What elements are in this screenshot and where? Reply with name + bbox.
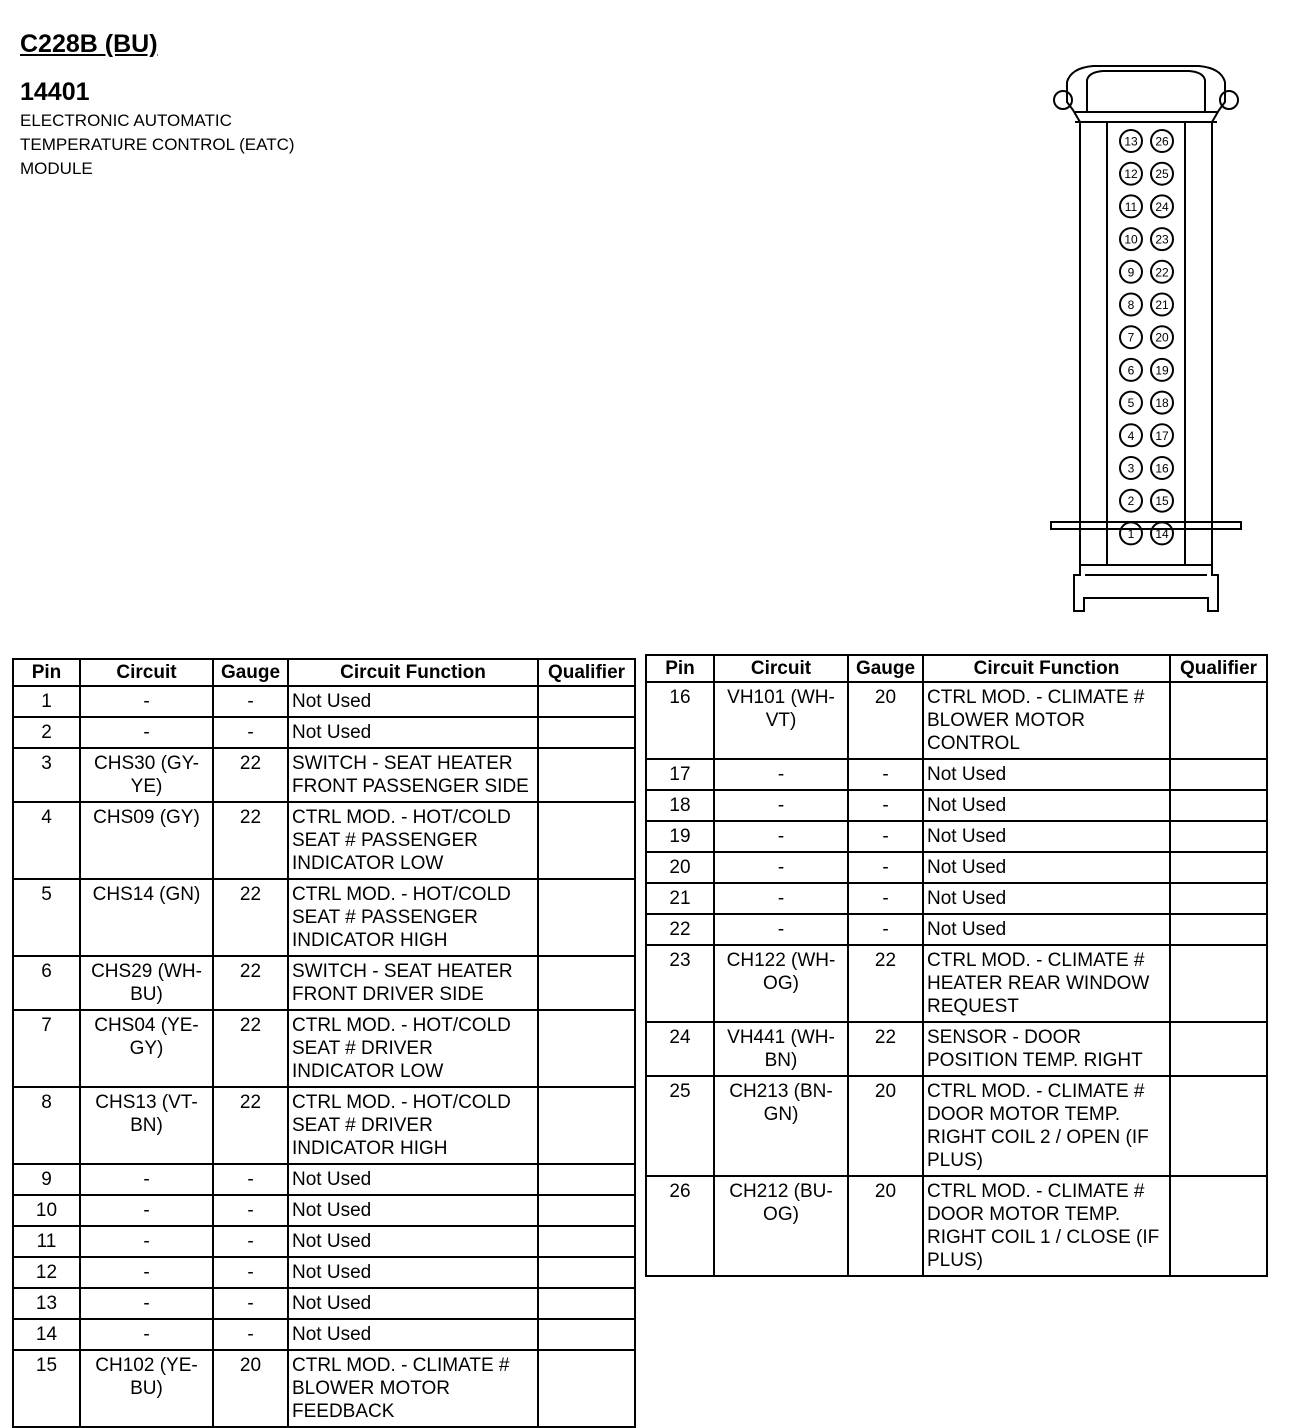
cell-gauge: 22 [213,956,288,1010]
cell-qualifier [538,1010,635,1087]
table-row [13,1257,635,1288]
pin-number-label: 20 [1155,330,1169,345]
cell-qualifier [538,1319,635,1350]
cell-qualifier [538,1164,635,1195]
pin-number-label: 15 [1155,494,1169,509]
pin-number-label: 12 [1124,167,1138,182]
cell-gauge: 22 [213,802,288,879]
pin-number-label: 18 [1155,396,1169,411]
cell-pin: 8 [13,1087,80,1164]
pin-number-label: 17 [1155,428,1169,443]
cell-pin: 10 [13,1195,80,1226]
cell-qualifier [538,686,635,717]
table-row [13,1164,635,1195]
cell-circuit: VH441 (WH-BN) [714,1022,848,1076]
cell-pin: 24 [646,1022,714,1076]
cell-gauge: 20 [848,1176,923,1276]
pin-number-label: 13 [1124,134,1138,149]
cell-circuit-function: Not Used [923,852,1170,883]
table-header-row [13,659,635,686]
cell-pin: 2 [13,717,80,748]
pinout-table-left [12,658,636,1428]
cell-pin: 23 [646,945,714,1022]
cell-qualifier [1170,883,1267,914]
cell-qualifier [1170,821,1267,852]
cell-circuit-function: Not Used [288,1319,538,1350]
header-pin: Pin [646,655,714,682]
table-row [13,1010,635,1087]
cell-circuit-function: Not Used [288,686,538,717]
description-line: ELECTRONIC AUTOMATIC [20,111,232,130]
cell-qualifier [1170,1176,1267,1276]
cell-circuit-function: CTRL MOD. - CLIMATE # BLOWER MOTOR FEEDBACK [288,1350,538,1427]
cell-gauge: 22 [213,748,288,802]
cell-circuit: - [714,759,848,790]
cell-circuit-function: Not Used [923,759,1170,790]
table-row [646,883,1267,914]
table-row [646,945,1267,1022]
cell-pin: 13 [13,1288,80,1319]
cell-qualifier [1170,1022,1267,1076]
cell-circuit: - [80,1164,213,1195]
cell-circuit-function: CTRL MOD. - HOT/COLD SEAT # DRIVER INDICATOR HIGH [288,1087,538,1164]
part-number: 14401 [20,78,90,106]
cell-circuit-function: Not Used [923,914,1170,945]
cell-qualifier [1170,1076,1267,1176]
cell-gauge: - [848,914,923,945]
table-row [13,1319,635,1350]
cell-qualifier [538,1087,635,1164]
cell-circuit-function: Not Used [288,1195,538,1226]
cell-pin: 14 [13,1319,80,1350]
cell-qualifier [538,717,635,748]
cell-pin: 16 [646,682,714,759]
cell-qualifier [1170,759,1267,790]
cell-circuit-function: Not Used [288,1288,538,1319]
cell-circuit: CHS13 (VT-BN) [80,1087,213,1164]
pin-number-label: 23 [1155,232,1169,247]
table-row [13,1226,635,1257]
pinout-rows-right [646,682,1267,1276]
cell-circuit-function: CTRL MOD. - HOT/COLD SEAT # PASSENGER INDICATOR LOW [288,802,538,879]
description-line: MODULE [20,159,93,178]
cell-pin: 11 [13,1226,80,1257]
pin-number-label: 24 [1155,199,1169,214]
cell-circuit: - [714,821,848,852]
cell-gauge: - [213,717,288,748]
cell-gauge: - [213,1164,288,1195]
header-circuit: Circuit [714,655,848,682]
cell-circuit: CHS29 (WH-BU) [80,956,213,1010]
table-row [13,1195,635,1226]
cell-qualifier [538,1195,635,1226]
connector-outline [1067,66,1225,565]
pin-number-label: 19 [1155,363,1169,378]
cell-circuit: CHS30 (GY-YE) [80,748,213,802]
cell-pin: 9 [13,1164,80,1195]
cell-circuit: - [80,1195,213,1226]
table-header-row [646,655,1267,682]
cell-circuit: - [80,717,213,748]
cell-qualifier [538,956,635,1010]
cell-pin: 20 [646,852,714,883]
cell-circuit-function: SWITCH - SEAT HEATER FRONT PASSENGER SIDE [288,748,538,802]
table-row [13,748,635,802]
cell-gauge: - [848,852,923,883]
pin-number-label: 9 [1127,265,1135,280]
pin-number-label: 2 [1127,494,1135,509]
cell-qualifier [538,1226,635,1257]
header-qualifier: Qualifier [1170,655,1267,682]
pin-number-label: 10 [1124,232,1138,247]
connector-face-diagram [1045,60,1247,616]
table-row [646,914,1267,945]
cell-pin: 18 [646,790,714,821]
pinout-table-right [645,654,1268,1277]
cell-circuit-function: Not Used [923,790,1170,821]
cell-qualifier [538,1288,635,1319]
cell-qualifier [1170,945,1267,1022]
cell-qualifier [538,802,635,879]
cell-qualifier [538,1350,635,1427]
cell-circuit-function: CTRL MOD. - CLIMATE # DOOR MOTOR TEMP. RIGHT COIL 2 / OPEN (IF PLUS) [923,1076,1170,1176]
cell-pin: 21 [646,883,714,914]
pin-number-label: 21 [1155,298,1169,312]
cell-pin: 15 [13,1350,80,1427]
header-circuit-function: Circuit Function [288,659,538,686]
cell-gauge: 20 [848,1076,923,1176]
pin-number-label: 7 [1127,330,1135,345]
cell-pin: 4 [13,802,80,879]
cell-circuit-function: SENSOR - DOOR POSITION TEMP. RIGHT [923,1022,1170,1076]
cell-gauge: - [213,1288,288,1319]
description-line: TEMPERATURE CONTROL (EATC) [20,135,295,154]
cell-gauge: 22 [848,945,923,1022]
connector-inner-hood [1087,71,1205,112]
table-row [646,682,1267,759]
cell-gauge: - [848,883,923,914]
cell-qualifier [538,879,635,956]
pin-number-label: 5 [1127,396,1135,411]
cell-circuit: CHS04 (YE-GY) [80,1010,213,1087]
cell-gauge: - [848,790,923,821]
pinout-rows-left [13,686,635,1427]
table-row [646,790,1267,821]
cell-pin: 12 [13,1257,80,1288]
table-row [13,956,635,1010]
cell-circuit: - [80,1319,213,1350]
cell-circuit: CH122 (WH-OG) [714,945,848,1022]
cell-qualifier [538,748,635,802]
cell-pin: 7 [13,1010,80,1087]
cell-pin: 26 [646,1176,714,1276]
header-circuit: Circuit [80,659,213,686]
cell-circuit: CH102 (YE-BU) [80,1350,213,1427]
latch-ear-left [1054,91,1072,109]
cell-circuit-function: Not Used [923,821,1170,852]
cell-pin: 3 [13,748,80,802]
table-row [13,1087,635,1164]
pin-number-label: 11 [1124,199,1138,214]
connector-id: C228B (BU) [20,30,158,58]
cell-pin: 25 [646,1076,714,1176]
cell-circuit: CHS09 (GY) [80,802,213,879]
cell-gauge: 20 [848,682,923,759]
table-row [13,1288,635,1319]
cell-qualifier [1170,852,1267,883]
pin-number-label: 1 [1127,526,1135,541]
cell-gauge: - [213,1226,288,1257]
pin-number-label: 6 [1127,363,1135,378]
cell-circuit-function: CTRL MOD. - HOT/COLD SEAT # PASSENGER INDICATOR HIGH [288,879,538,956]
cell-circuit: - [714,914,848,945]
table-row [13,879,635,956]
cell-gauge: - [213,686,288,717]
header-gauge: Gauge [848,655,923,682]
cell-pin: 19 [646,821,714,852]
cell-circuit-function: Not Used [288,1226,538,1257]
pin-number-label: 3 [1127,461,1135,476]
cell-circuit: - [80,686,213,717]
header-qualifier: Qualifier [538,659,635,686]
cell-gauge: 22 [213,1087,288,1164]
pin-number-label: 25 [1155,167,1169,182]
cell-pin: 5 [13,879,80,956]
cell-pin: 22 [646,914,714,945]
cell-circuit: - [714,790,848,821]
cell-circuit: CH212 (BU-OG) [714,1176,848,1276]
cell-qualifier [1170,914,1267,945]
cell-gauge: 22 [213,879,288,956]
pin-number-label: 26 [1155,134,1169,149]
cell-gauge: - [848,821,923,852]
table-row [646,852,1267,883]
pin-number-label: 14 [1155,526,1169,541]
header-gauge: Gauge [213,659,288,686]
pin-number-label: 22 [1155,265,1169,280]
header-circuit-function: Circuit Function [923,655,1170,682]
cell-pin: 1 [13,686,80,717]
cell-circuit-function: Not Used [923,883,1170,914]
connector-base [1074,565,1218,611]
cell-circuit-function: CTRL MOD. - CLIMATE # HEATER REAR WINDOW REQUEST [923,945,1170,1022]
table-row [13,802,635,879]
cell-pin: 17 [646,759,714,790]
table-row [646,821,1267,852]
cell-gauge: 20 [213,1350,288,1427]
cell-gauge: - [848,759,923,790]
table-row [646,1022,1267,1076]
latch-ear-right [1220,91,1238,109]
component-description [20,109,295,181]
cell-circuit: VH101 (WH-VT) [714,682,848,759]
cell-circuit-function: Not Used [288,1164,538,1195]
cell-circuit-function: Not Used [288,1257,538,1288]
cell-gauge: 22 [848,1022,923,1076]
table-row [646,1076,1267,1176]
cell-gauge: 22 [213,1010,288,1087]
cell-gauge: - [213,1195,288,1226]
cell-circuit-function: CTRL MOD. - HOT/COLD SEAT # DRIVER INDICATOR LOW [288,1010,538,1087]
cell-qualifier [538,1257,635,1288]
pin-number-label: 4 [1127,428,1135,443]
cell-circuit: - [714,883,848,914]
cell-pin: 6 [13,956,80,1010]
cell-circuit: - [80,1257,213,1288]
cell-circuit-function: Not Used [288,717,538,748]
cell-circuit-function: CTRL MOD. - CLIMATE # DOOR MOTOR TEMP. RIGHT COIL 1 / CLOSE (IF PLUS) [923,1176,1170,1276]
pin-number-label: 8 [1127,298,1135,312]
cell-gauge: - [213,1257,288,1288]
cell-gauge: - [213,1319,288,1350]
cell-qualifier [1170,682,1267,759]
cell-circuit: - [80,1226,213,1257]
cell-circuit: - [714,852,848,883]
cell-circuit: - [80,1288,213,1319]
table-row [646,759,1267,790]
cell-circuit: CHS14 (GN) [80,879,213,956]
table-row [13,1350,635,1427]
cell-circuit: CH213 (BN-GN) [714,1076,848,1176]
cell-circuit-function: SWITCH - SEAT HEATER FRONT DRIVER SIDE [288,956,538,1010]
table-row [646,1176,1267,1276]
table-row [13,686,635,717]
pin-number-label: 16 [1155,461,1169,476]
header-pin: Pin [13,659,80,686]
table-row [13,717,635,748]
cell-circuit-function: CTRL MOD. - CLIMATE # BLOWER MOTOR CONTROL [923,682,1170,759]
cell-qualifier [1170,790,1267,821]
